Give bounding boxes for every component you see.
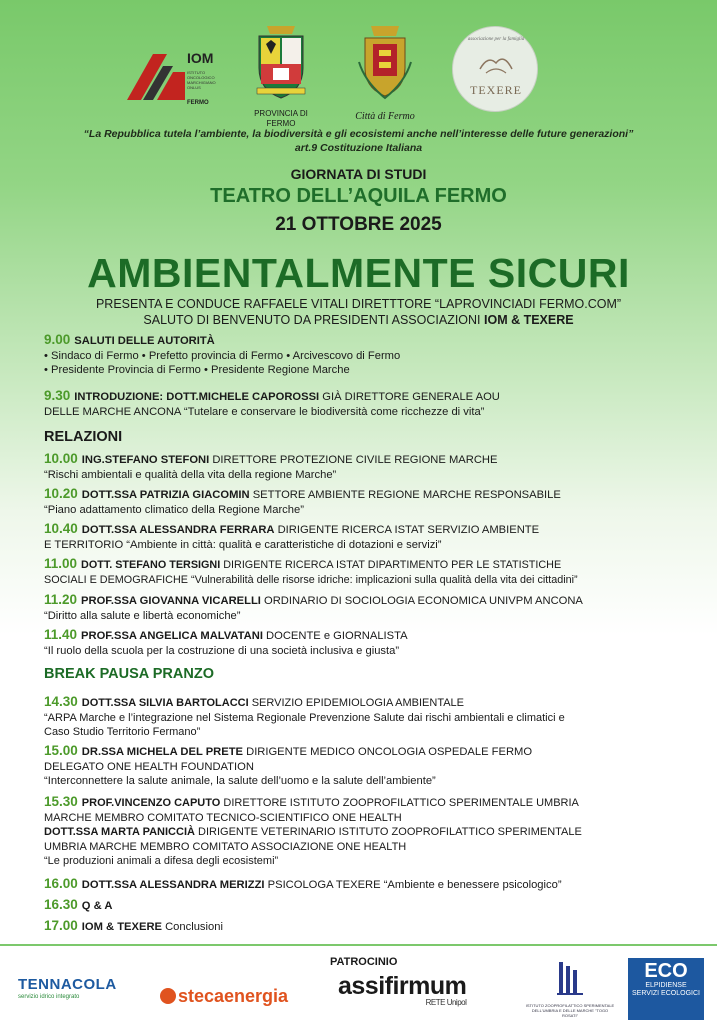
item-speaker: Q & A [81, 900, 113, 912]
saluti-line-2: • Presidente Provincia di Fermo • Presidente Regione Marche [44, 364, 350, 376]
quote-source: art.9 Costituzione Italiana [294, 142, 423, 154]
item-role: GIÀ DIRETTORE GENERALE AOU [319, 391, 500, 403]
iom-subtitle: ISTITUTO ONCOLOGICO MARCHIGIANO ONLUS [187, 70, 216, 90]
eco-name: ELPIDIENSE [645, 982, 687, 989]
item-topic: SOCIALI E DEMOGRAFICHE “Vulnerabilità delle risorse idriche: implicazioni sulla qualità della vita dei cittadini” [44, 573, 578, 586]
item-role: Conclusioni [161, 921, 223, 933]
izs-logo [524, 958, 616, 1018]
item-topic-cont: Caso Studio Territorio Fermano” [44, 726, 201, 738]
texere-name: TEXERE [470, 83, 522, 97]
iom-logo [127, 36, 227, 116]
item-time: 16.00 [44, 876, 78, 891]
item-time: 9.00 [44, 332, 71, 347]
item-topic: “Diritto alla salute e libertà economiche” [44, 609, 241, 622]
program-item-r3 [44, 522, 694, 552]
program-item-p5 [44, 898, 694, 914]
steca-name: stecaenergia [178, 986, 289, 1006]
welcome-line [0, 312, 717, 328]
item-role: DOCENTE e GIORNALISTA [262, 630, 408, 642]
header-logos [0, 18, 717, 126]
item-time: 11.20 [44, 592, 78, 607]
item-time: 15.30 [44, 794, 78, 809]
eco-big: ECO [644, 960, 688, 982]
item-topic: E TERRITORIO “Ambiente in città: qualità e caratteristiche di dotazioni e servizi” [44, 538, 442, 551]
program-item-intro [44, 389, 694, 419]
welcome-prefix: SALUTO DI BENVENUTO DA PRESIDENTI ASSOCIAZIONI [143, 313, 484, 327]
item-time: 9.30 [44, 388, 71, 403]
item-speaker: PROF.SSA GIOVANNA VICARELLI [81, 595, 261, 607]
constitution-quote [40, 127, 677, 155]
provincia-caption: PROVINCIA DI FERMO [254, 109, 308, 128]
item-topic: DELLE MARCHE ANCONA “Tutelare e conservare le biodiversità come ricchezze di vita” [44, 405, 485, 418]
tennacola-name: TENNACOLA [18, 976, 117, 993]
event-date: 21 OTTOBRE 2025 [275, 214, 442, 235]
item-time: 10.20 [44, 486, 78, 501]
item-role: DIRETTORE PROTEZIONE CIVILE REGIONE MARCHE [209, 454, 498, 466]
citta-crest-icon [355, 22, 415, 102]
iom-city: FERMO [187, 100, 209, 106]
citta-logo [350, 22, 420, 130]
item-role: SERVIZIO EPIDEMIOLOGIA AMBIENTALE [248, 697, 465, 709]
provincia-crest-icon [253, 24, 309, 102]
program-item-r4 [44, 557, 694, 587]
item-time: 11.40 [44, 627, 78, 642]
item-time: 10.40 [44, 521, 78, 536]
iom-name: IOM [187, 50, 214, 66]
section-heading-break: BREAK PAUSA PRANZO [44, 666, 214, 682]
citta-caption: Città di Fermo [355, 111, 415, 122]
steca-logo [160, 986, 288, 1007]
item-role: DIRIGENTE RICERCA ISTAT DIPARTIMENTO PER LE STATISTICHE [220, 559, 562, 571]
item-role-cont: DELEGATO ONE HEALTH FOUNDATION [44, 760, 254, 773]
item-speaker: ING.STEFANO STEFONI [81, 454, 210, 466]
item-role-cont: MARCHE MEMBRO COMITATO TECNICO-SCIENTIFICO ONE HEALTH [44, 811, 402, 824]
assifirmum-name: assifirmum [338, 972, 467, 1000]
item-speaker-2: DOTT.SSA MARTA PANICCIÀ [44, 826, 195, 838]
izs-name: ISTITUTO ZOOPROFILATTICO SPERIMENTALE DELL'UMBRIA E DELLE MARCHE "TOGO ROSATI" [525, 1003, 615, 1018]
program-item-p3 [44, 795, 694, 869]
texere-logo [452, 26, 538, 112]
event-venue: TEATRO DELL’AQUILA FERMO [210, 185, 507, 207]
iom-mountain-icon [127, 54, 185, 100]
item-role: DIRETTORE ISTITUTO ZOOPROFILATTICO SPERIMENTALE UMBRIA [220, 797, 579, 809]
program-item-p2 [44, 744, 694, 789]
item-topic: “Le produzioni animali a difesa degli ecosistemi” [44, 855, 279, 867]
item-topic: “Piano adattamento climatico della Regione Marche” [44, 503, 304, 516]
host-block [0, 296, 717, 328]
provincia-logo [245, 24, 317, 132]
patrocinio-heading: PATROCINIO [330, 956, 398, 968]
item-role: ORDINARIO DI SOCIOLOGIA ECONOMICA UNIVPM ANCONA [260, 595, 583, 607]
item-speaker: DR.SSA MICHELA DEL PRETE [81, 746, 243, 758]
item-time: 11.00 [44, 556, 78, 571]
program-item-r2 [44, 487, 694, 517]
item-speaker: DOTT.SSA ALESSANDRA FERRARA [81, 524, 275, 536]
program-item-p4 [44, 877, 694, 893]
tennacola-tagline: servizio idrico integrato [18, 994, 80, 1000]
program-item-p1 [44, 695, 694, 740]
item-title: SALUTI DELLE AUTORITÀ [74, 335, 215, 347]
hands-icon [476, 49, 516, 79]
item-time: 16.30 [44, 897, 78, 912]
program-item-saluti [44, 333, 694, 378]
item-speaker: PROF.VINCENZO CAPUTO [81, 797, 221, 809]
item-role: DIRIGENTE MEDICO ONCOLOGIA OSPEDALE FERMO [243, 746, 533, 758]
item-topic: “ARPA Marche e l’integrazione nel Sistema Regionale Prevenzione Salute dai rischi ambientali e climatici e [44, 711, 565, 724]
izs-mark-icon [555, 958, 585, 998]
item-role: SETTORE AMBIENTE REGIONE MARCHE RESPONSABILE [249, 489, 561, 501]
eco-sub: SERVIZI ECOLOGICI [632, 990, 700, 997]
program-item-r6 [44, 628, 694, 658]
texere-arc-text: associazione per la famiglia [467, 37, 525, 42]
section-heading-relazioni: RELAZIONI [44, 429, 123, 445]
item-role: PSICOLOGA TEXERE “Ambiente e benessere psicologico” [264, 879, 562, 891]
item-topic: “Interconnettere la salute animale, la salute dell’uomo e la salute dell’ambiente” [44, 775, 436, 787]
item-topic: “Il ruolo della scuola per la costruzione di una società inclusiva e giusta” [44, 644, 400, 657]
item-role-2-cont: UMBRIA MARCHE MEMBRO COMITATO ASSOCIAZIONE ONE HEALTH [44, 840, 407, 853]
item-speaker: DOTT. STEFANO TERSIGNI [81, 559, 221, 571]
item-time: 10.00 [44, 451, 78, 466]
item-speaker: DOTT.SSA SILVIA BARTOLACCI [81, 697, 249, 709]
item-time: 17.00 [44, 918, 78, 933]
item-role: DIRIGENTE RICERCA ISTAT SERVIZIO AMBIENTE [274, 524, 540, 536]
quote-text: “La Repubblica tutela l’ambiente, la biodiversità e gli ecosistemi anche nell’interesse delle future generazioni” [83, 128, 634, 140]
steca-mark-icon [160, 988, 176, 1004]
program-item-r5 [44, 593, 694, 623]
assifirmum-logo [338, 972, 466, 1007]
item-speaker: INTRODUZIONE: DOTT.MICHELE CAPOROSSI [74, 391, 320, 403]
item-role-2: DIRIGENTE VETERINARIO ISTITUTO ZOOPROFILATTICO SPERIMENTALE [194, 826, 582, 838]
event-kind: GIORNATA DI STUDI [290, 166, 427, 182]
host-line: PRESENTA E CONDUCE RAFFAELE VITALI DIRETTTORE “LAPROVINCIADI FERMO.COM” [95, 297, 622, 311]
item-speaker: IOM & TEXERE [81, 921, 162, 933]
item-topic: “Rischi ambientali e qualità della vita della regione Marche” [44, 468, 337, 481]
program-item-p6 [44, 919, 694, 935]
item-time: 15.00 [44, 743, 78, 758]
item-time: 14.30 [44, 694, 78, 709]
tennacola-logo [18, 976, 117, 1000]
item-speaker: DOTT.SSA ALESSANDRA MERIZZI [81, 879, 265, 891]
item-speaker: DOTT.SSA PATRIZIA GIACOMIN [81, 489, 250, 501]
program-item-r1 [44, 452, 694, 482]
item-speaker: PROF.SSA ANGELICA MALVATANI [81, 630, 263, 642]
welcome-bold: IOM & TEXERE [484, 313, 574, 327]
assifirmum-rete: RETE Unipol [425, 998, 467, 1007]
saluti-line-1: • Sindaco di Fermo • Prefetto provincia di Fermo • Arcivescovo di Fermo [44, 349, 401, 362]
eco-logo [628, 958, 704, 1020]
event-title: AMBIENTALMENTE SICURI [87, 250, 630, 296]
